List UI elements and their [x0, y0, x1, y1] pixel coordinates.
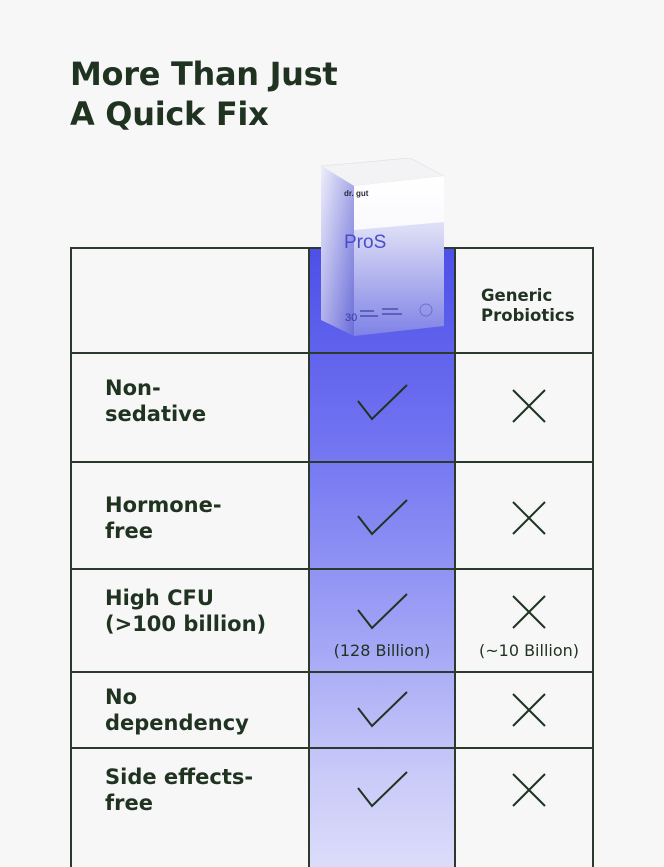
row-divider-4 [70, 671, 594, 673]
check-icon [356, 690, 410, 730]
product-cfu-note: (128 Billion) [333, 641, 431, 660]
check-icon [356, 770, 410, 810]
check-icon [356, 592, 410, 632]
cross-icon [511, 500, 547, 536]
product-box-image [318, 158, 446, 336]
row-label-non-sedative: Non- sedative [105, 376, 207, 426]
cross-icon [511, 388, 547, 424]
title-line-2: A Quick Fix [70, 95, 269, 133]
row-label-no-dependency: No dependency [105, 685, 249, 735]
check-icon [356, 383, 410, 423]
title-line-1: More Than Just [70, 55, 338, 93]
table-border-left [70, 247, 72, 867]
cross-icon [511, 594, 547, 630]
product-brand-text: dr. gut [344, 189, 369, 198]
table-border-right [592, 247, 594, 867]
page-title [70, 54, 337, 134]
row-divider-5 [70, 747, 594, 749]
row-divider-2 [70, 461, 594, 463]
competitor-cfu-note: (~10 Billion) [478, 641, 580, 660]
check-icon [356, 498, 410, 538]
table-divider-1 [308, 247, 310, 867]
row-divider-1 [70, 352, 594, 354]
product-count-text: 30 [345, 312, 358, 324]
cross-icon [511, 772, 547, 808]
table-divider-2 [454, 247, 456, 867]
row-label-hormone-free: Hormone- free [105, 493, 222, 543]
product-name-text: ProS [344, 232, 387, 253]
cross-icon [511, 692, 547, 728]
comparison-table [70, 247, 594, 867]
competitor-column-header: Generic Probiotics [481, 286, 575, 325]
row-label-side-effects-free: Side effects- free [105, 765, 254, 815]
row-divider-3 [70, 568, 594, 570]
row-label-high-cfu: High CFU (>100 billion) [105, 586, 267, 636]
